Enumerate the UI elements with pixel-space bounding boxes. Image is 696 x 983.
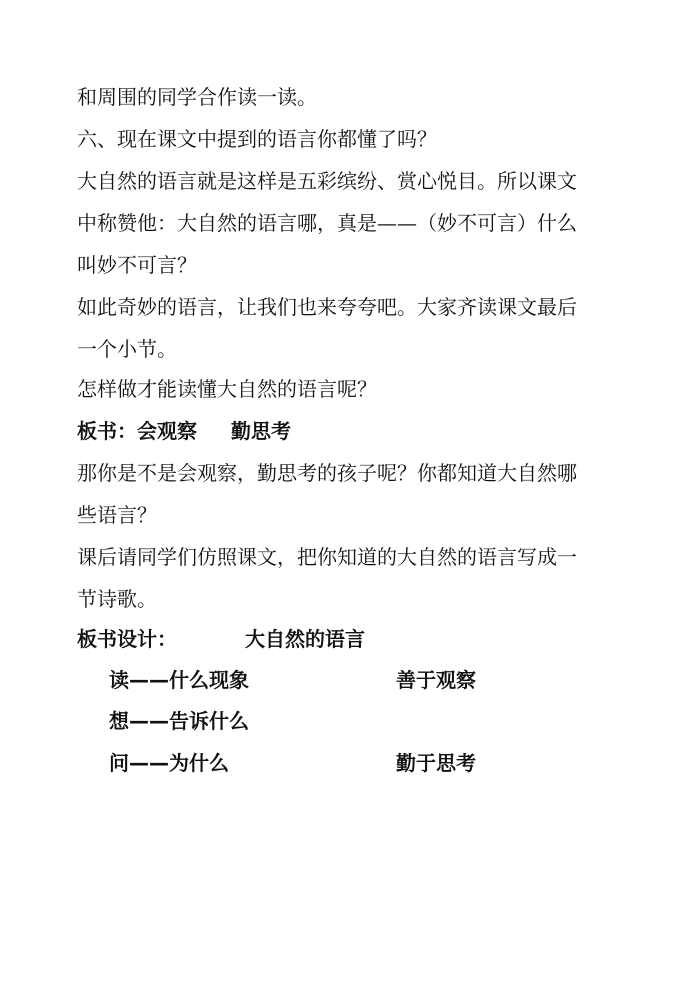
blackboard-label: 板书：会观察 [77, 419, 197, 443]
paragraph-line: 和周围的同学合作读一读。 [77, 85, 317, 109]
paragraph-line: 叫妙不可言？ [77, 253, 197, 277]
blackboard-second: 勤思考 [231, 419, 291, 443]
blackboard-summary [77, 419, 291, 443]
paragraph-line: 中称赞他：大自然的语言哪，真是——（妙不可言）什么 [77, 211, 577, 235]
paragraph-line: 大自然的语言就是这样是五彩缤纷、赏心悦目。所以课文 [77, 169, 577, 193]
paragraph-line: 课后请同学们仿照课文，把你知道的大自然的语言写成一 [77, 545, 577, 569]
paragraph-line: 些语言？ [77, 503, 157, 527]
design-row-left: 想——告诉什么 [109, 709, 249, 733]
design-row-right: 善于观察 [396, 668, 476, 692]
paragraph-line: 一个小节。 [77, 337, 177, 361]
paragraph-line: 如此奇妙的语言，让我们也来夸夸吧。大家齐读课文最后 [77, 295, 577, 319]
design-title: 大自然的语言 [245, 627, 365, 651]
design-row-left: 读——什么现象 [109, 668, 249, 692]
paragraph-line: 节诗歌。 [77, 587, 157, 611]
design-row-right: 勤于思考 [396, 751, 476, 775]
paragraph-line: 那你是不是会观察，勤思考的孩子呢？你都知道大自然哪 [77, 461, 577, 485]
paragraph-line: 怎样做才能读懂大自然的语言呢？ [77, 377, 377, 401]
design-row-left: 问——为什么 [109, 751, 229, 775]
design-label: 板书设计： [77, 627, 177, 651]
paragraph-line: 六、现在课文中提到的语言你都懂了吗？ [77, 127, 437, 151]
